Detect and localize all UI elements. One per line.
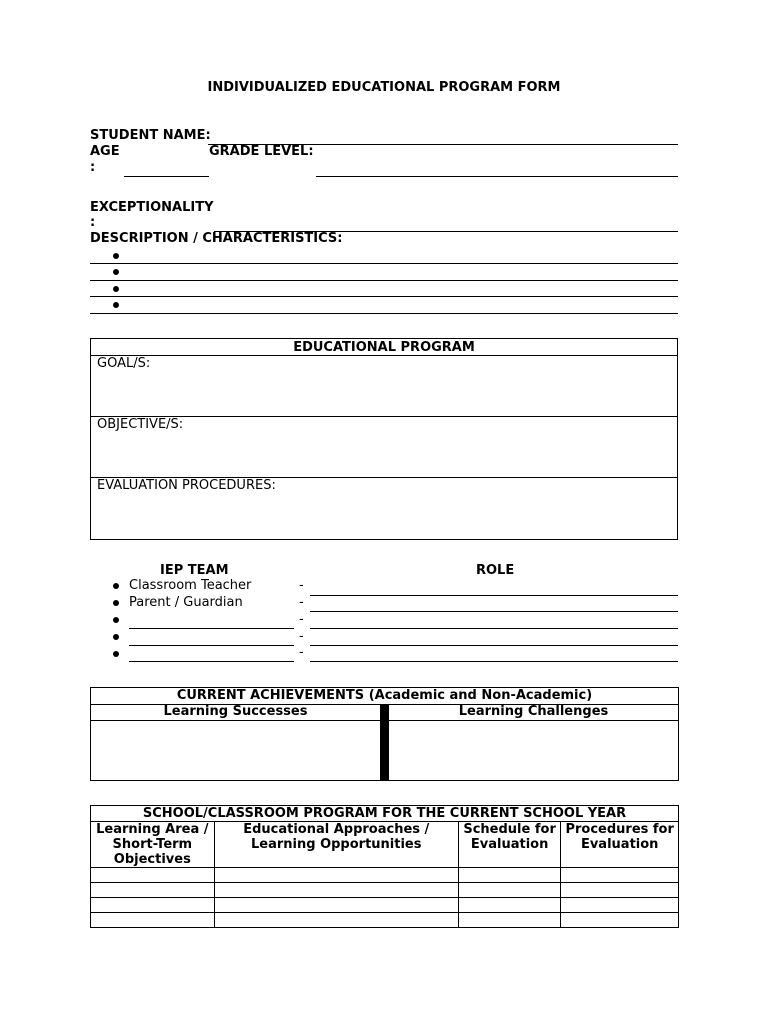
current-achievements-header: CURRENT ACHIEVEMENTS (Academic and Non-Academic) xyxy=(176,688,593,703)
table-cell[interactable] xyxy=(561,883,679,898)
evaluation-procedures-field[interactable] xyxy=(91,493,677,539)
table-row xyxy=(91,868,679,883)
objectives-label: OBJECTIVE/S: xyxy=(97,417,184,432)
educational-program-box xyxy=(90,338,678,540)
age-field[interactable] xyxy=(124,176,209,177)
table-cell[interactable] xyxy=(458,898,561,913)
column-divider xyxy=(380,704,389,780)
table-row xyxy=(91,898,679,913)
learning-challenges-label: Learning Challenges xyxy=(458,704,609,719)
column-header: Procedures for Evaluation xyxy=(561,822,679,868)
bullet-icon xyxy=(113,617,119,623)
dash: - xyxy=(299,578,304,593)
role-header: ROLE xyxy=(476,563,515,578)
evaluation-procedures-label: EVALUATION PROCEDURES: xyxy=(97,478,276,493)
goals-field[interactable] xyxy=(91,371,677,416)
iep-member-field-5[interactable] xyxy=(129,661,294,662)
table-cell[interactable] xyxy=(561,913,679,928)
column-header: Educational Approaches / Learning Opportunities xyxy=(214,822,458,868)
table-cell[interactable] xyxy=(458,913,561,928)
table-cell[interactable] xyxy=(214,913,458,928)
grade-level-label: GRADE LEVEL: xyxy=(209,144,314,159)
student-name-label: STUDENT NAME: xyxy=(90,128,211,143)
role-field-2[interactable] xyxy=(310,611,678,612)
iep-member-field-3[interactable] xyxy=(129,628,294,629)
bullet-icon xyxy=(113,253,119,259)
table-row xyxy=(91,883,679,898)
grade-level-field[interactable] xyxy=(316,176,678,177)
table-cell[interactable] xyxy=(561,868,679,883)
description-line-3[interactable] xyxy=(90,296,678,297)
exceptionality-label: EXCEPTIONALITY xyxy=(90,200,214,215)
bullet-icon xyxy=(113,600,119,606)
description-label: DESCRIPTION / CHARACTERISTICS: xyxy=(90,231,343,246)
description-line-4[interactable] xyxy=(90,313,678,314)
dash: - xyxy=(299,595,304,610)
age-label: AGE xyxy=(90,144,120,159)
age-colon: : xyxy=(90,160,96,175)
dash: - xyxy=(299,645,304,660)
objectives-field[interactable] xyxy=(91,432,677,477)
bullet-icon xyxy=(113,269,119,275)
column-header: Learning Area / Short-Term Objectives xyxy=(91,822,215,868)
table-cell[interactable] xyxy=(214,883,458,898)
school-program-header: SCHOOL/CLASSROOM PROGRAM FOR THE CURRENT SCHOOL YEAR xyxy=(91,806,679,822)
bullet-icon xyxy=(113,651,119,657)
bullet-icon xyxy=(113,583,119,589)
role-field-4[interactable] xyxy=(310,645,678,646)
table-cell[interactable] xyxy=(91,898,215,913)
dash: - xyxy=(299,629,304,644)
table-cell[interactable] xyxy=(458,868,561,883)
exceptionality-colon: : xyxy=(90,215,96,230)
table-cell[interactable] xyxy=(214,868,458,883)
table-cell[interactable] xyxy=(91,868,215,883)
bullet-icon xyxy=(113,286,119,292)
table-cell[interactable] xyxy=(91,913,215,928)
table-cell[interactable] xyxy=(561,898,679,913)
table-row xyxy=(91,913,679,928)
divider xyxy=(91,355,677,356)
table-cell[interactable] xyxy=(458,883,561,898)
current-achievements-box xyxy=(90,687,679,781)
school-program-table xyxy=(90,805,679,928)
column-header: Schedule for Evaluation xyxy=(458,822,561,868)
goals-label: GOAL/S: xyxy=(97,356,151,371)
learning-challenges-field[interactable] xyxy=(389,720,678,780)
learning-successes-field[interactable] xyxy=(91,720,380,780)
description-line-1[interactable] xyxy=(90,263,678,264)
iep-team-header: IEP TEAM xyxy=(160,563,229,578)
iep-member-2: Parent / Guardian xyxy=(129,595,243,610)
table-cell[interactable] xyxy=(91,883,215,898)
bullet-icon xyxy=(113,302,119,308)
dash: - xyxy=(299,612,304,627)
table-cell[interactable] xyxy=(214,898,458,913)
educational-program-header: EDUCATIONAL PROGRAM xyxy=(293,340,475,355)
iep-member-1: Classroom Teacher xyxy=(129,578,252,593)
role-field-3[interactable] xyxy=(310,628,678,629)
learning-successes-label: Learning Successes xyxy=(163,704,308,719)
description-line-2[interactable] xyxy=(90,280,678,281)
bullet-icon xyxy=(113,634,119,640)
form-title: INDIVIDUALIZED EDUCATIONAL PROGRAM FORM xyxy=(207,80,561,95)
role-field-1[interactable] xyxy=(310,595,678,596)
role-field-5[interactable] xyxy=(310,661,678,662)
iep-member-field-4[interactable] xyxy=(129,645,294,646)
